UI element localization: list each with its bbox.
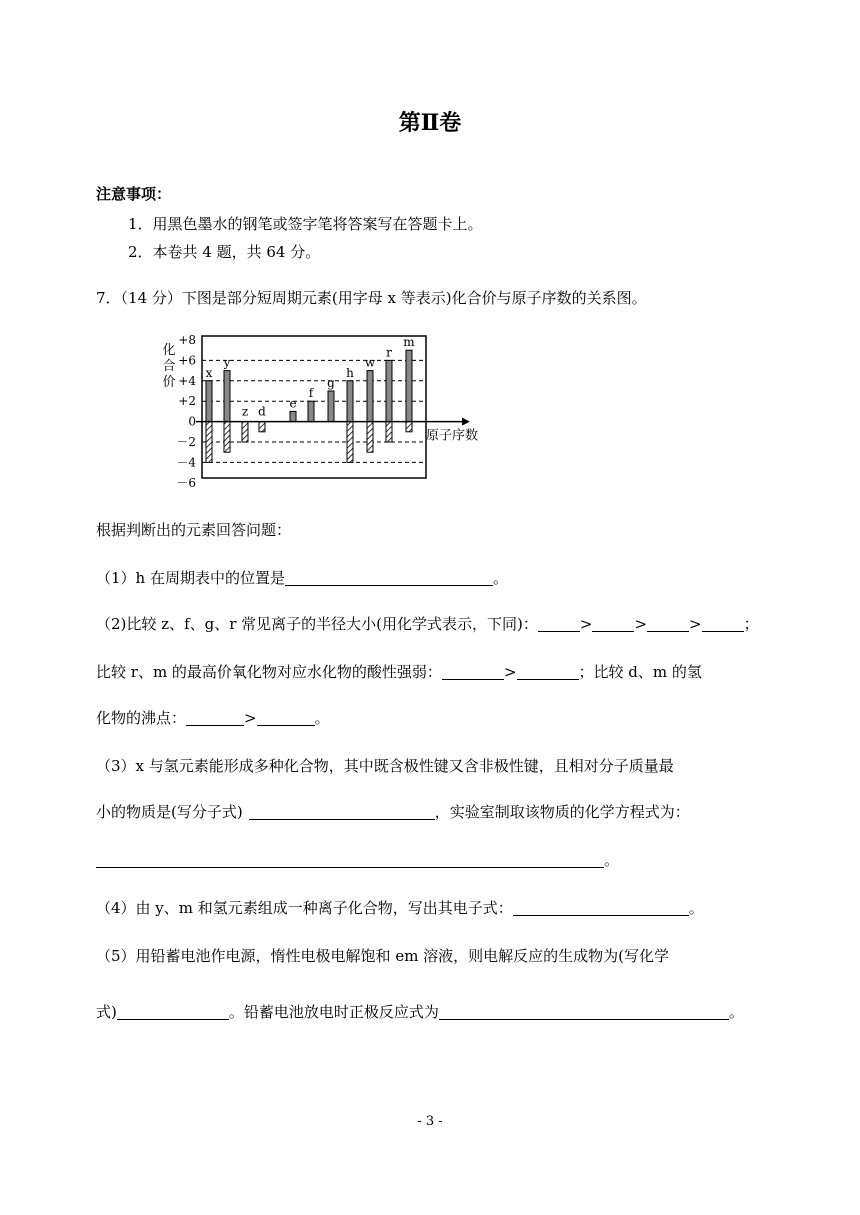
q2-text-2a: 比较 r、m 的最高价氧化物对应水化物的酸性强弱：	[96, 663, 442, 681]
bar-positive-f	[308, 401, 314, 421]
q3-formula-blank[interactable]	[249, 803, 435, 820]
q2-gt-5: >	[244, 709, 257, 727]
bar-negative-m	[406, 422, 412, 432]
q5-product-blank[interactable]	[117, 1003, 229, 1020]
bar-positive-r	[386, 360, 392, 421]
notice-heading: 注意事项：	[96, 185, 172, 203]
y-tick-label: +2	[178, 394, 196, 409]
q5-end: 。	[728, 1003, 744, 1021]
y-tick-label: +8	[178, 333, 196, 347]
q3-line-2	[96, 802, 690, 822]
q4-text: （4）由 y、m 和氢元素组成一种离子化合物，写出其电子式：	[96, 899, 513, 917]
q5-line-2	[96, 1002, 744, 1022]
bar-negative-z	[242, 422, 248, 442]
q2-blank-1[interactable]	[538, 615, 580, 632]
q2-blank-6[interactable]	[517, 663, 579, 680]
element-label-w: w	[364, 355, 376, 370]
element-label-e: e	[289, 396, 297, 411]
q2-text-3a: 化物的沸点：	[96, 709, 187, 727]
q2-gt-4: >	[503, 663, 517, 681]
q2-line-2	[96, 662, 702, 682]
notice-item-2: 2．本卷共 4 题，共 64 分。	[128, 243, 321, 261]
q2-blank-3[interactable]	[647, 615, 689, 632]
q5-line-1: （5）用铅蓄电池作电源，惰性电极电解饱和 em 溶液，则电解反应的生成物为(写化学	[96, 947, 670, 965]
bar-positive-m	[406, 350, 412, 421]
bar-negative-d	[259, 422, 265, 432]
q2-text-1: （2)比较 z、f、g、r 常见离子的半径大小(用化学式表示，下同)：	[96, 615, 538, 633]
q2-blank-4[interactable]	[702, 615, 744, 632]
page-number: - 3 -	[417, 1114, 443, 1129]
q4-end: 。	[688, 899, 704, 917]
q2-blank-5[interactable]	[442, 663, 504, 680]
y-axis-label-2: 合	[162, 359, 176, 374]
bar-positive-e	[290, 411, 296, 421]
element-label-y: y	[223, 355, 231, 370]
bar-negative-y	[224, 422, 230, 453]
x-axis-arrow-icon	[462, 418, 470, 426]
q5-text-2b: 。铅蓄电池放电时正极反应式为	[228, 1003, 439, 1021]
q3-text-2b: ，实验室制取该物质的化学方程式为：	[434, 803, 690, 821]
q2-end: 。	[314, 709, 330, 727]
bar-positive-y	[224, 371, 230, 422]
y-tick-label: 0	[188, 414, 196, 429]
q2-blank-8[interactable]	[257, 709, 315, 726]
q3-line-1: （3）x 与氢元素能形成多种化合物，其中既含极性键又含非极性键，且相对分子质量最	[96, 757, 674, 775]
q2-blank-7[interactable]	[186, 709, 244, 726]
y-tick-label: －4	[176, 455, 196, 470]
q4-answer-blank[interactable]	[513, 899, 689, 916]
y-tick-label: +6	[178, 353, 196, 368]
y-axis-label-1: 化	[162, 343, 176, 358]
element-label-x: x	[205, 365, 213, 380]
q5-reaction-blank[interactable]	[439, 1003, 729, 1020]
q2-gt-2: >	[634, 615, 648, 633]
bar-negative-w	[367, 422, 373, 453]
q3-equation-blank[interactable]	[96, 851, 604, 868]
notice-item-1: 1．用黑色墨水的钢笔或签字笔将答案写在答题卡上。	[128, 215, 483, 233]
bar-positive-g	[328, 391, 334, 422]
q1-text: （1）h 在周期表中的位置是	[96, 569, 285, 587]
y-tick-label: +4	[178, 373, 196, 388]
q2-line-3	[96, 708, 330, 728]
q2-semicolon: ；	[743, 615, 759, 633]
q3-text-2a: 小的物质是(写分子式)	[96, 803, 243, 821]
bar-negative-h	[347, 422, 353, 463]
q1-answer-blank[interactable]	[285, 569, 493, 586]
bar-positive-x	[206, 381, 212, 422]
y-tick-label: －6	[176, 475, 196, 490]
q5-text-2a: 式)	[96, 1003, 117, 1021]
q4-line	[96, 898, 704, 918]
question-stem: 7．（14 分）下图是部分短周期元素(用字母 x 等表示)化合价与原子序数的关系图。	[96, 289, 647, 307]
q3-end: 。	[604, 851, 620, 869]
element-label-f: f	[308, 386, 314, 401]
page-title: 第Ⅱ卷	[398, 110, 462, 136]
element-label-d: d	[258, 404, 266, 419]
q1-end: 。	[492, 569, 508, 587]
q1-line	[96, 568, 508, 588]
q2-text-2b: ；比较 d、m 的氢	[578, 663, 702, 681]
bar-negative-r	[386, 422, 392, 442]
x-axis-label: 原子序数	[426, 428, 479, 444]
element-label-z: z	[241, 404, 249, 419]
y-tick-label: －2	[176, 435, 196, 449]
element-label-m: m	[403, 335, 415, 350]
element-label-h: h	[346, 365, 354, 380]
question-intro: 根据判断出的元素回答问题：	[96, 521, 292, 539]
q3-line-3	[96, 850, 619, 870]
valence-chart	[150, 328, 490, 493]
q2-line-1	[96, 614, 759, 634]
element-label-g: g	[327, 376, 335, 390]
bar-positive-w	[367, 371, 373, 422]
element-label-r: r	[386, 345, 392, 360]
q2-gt-3: >	[689, 615, 702, 633]
q2-blank-2[interactable]	[592, 615, 634, 632]
q2-gt-1: >	[579, 615, 593, 633]
y-axis-label-3: 价	[162, 375, 176, 390]
bar-negative-x	[206, 422, 212, 463]
bar-positive-h	[347, 381, 353, 422]
